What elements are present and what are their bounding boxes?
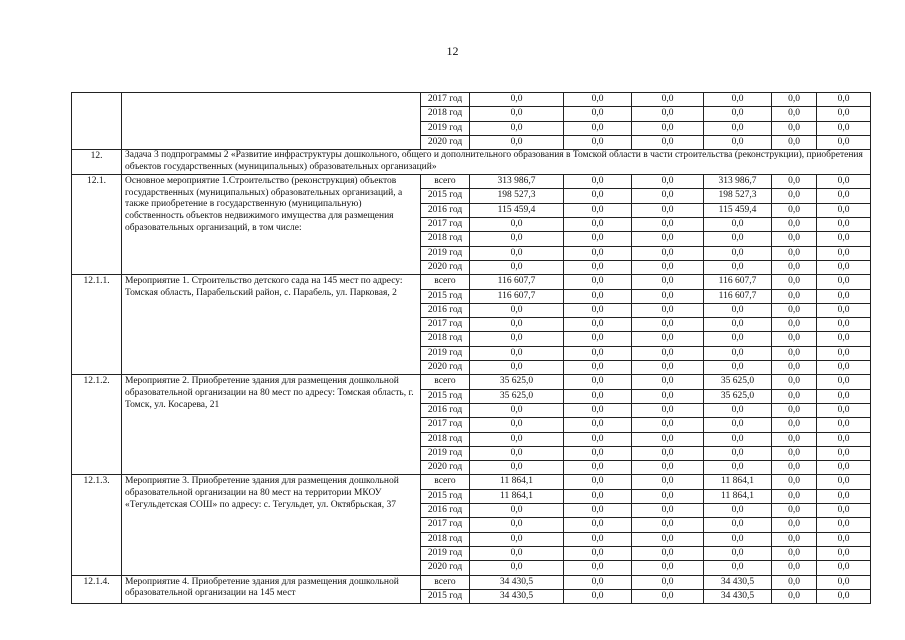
value-cell: 0,0: [470, 135, 564, 149]
value-cell: 0,0: [632, 561, 704, 575]
value-cell: 0,0: [772, 175, 817, 189]
value-cell: 0,0: [470, 318, 564, 332]
value-cell: 0,0: [564, 489, 632, 503]
value-cell: 0,0: [564, 575, 632, 589]
value-cell: 0,0: [772, 518, 817, 532]
value-cell: 0,0: [632, 318, 704, 332]
value-cell: 0,0: [564, 93, 632, 107]
period-cell: 2018 год: [421, 332, 470, 346]
table-row: [72, 175, 871, 189]
period-cell: всего: [421, 175, 470, 189]
value-cell: 35 625,0: [704, 375, 772, 389]
value-cell: 0,0: [632, 121, 704, 135]
value-cell: 0,0: [817, 518, 871, 532]
value-cell: 0,0: [704, 561, 772, 575]
item-number: 12.1.3.: [72, 475, 122, 575]
period-cell: 2020 год: [421, 461, 470, 475]
period-cell: 2015 год: [421, 589, 470, 603]
value-cell: 0,0: [817, 332, 871, 346]
value-cell: 0,0: [632, 518, 704, 532]
value-cell: 0,0: [564, 532, 632, 546]
value-cell: 0,0: [772, 403, 817, 417]
value-cell: 0,0: [564, 518, 632, 532]
value-cell: 11 864,1: [704, 489, 772, 503]
value-cell: 0,0: [817, 361, 871, 375]
value-cell: 313 986,7: [704, 175, 772, 189]
value-cell: 0,0: [772, 575, 817, 589]
value-cell: 0,0: [772, 589, 817, 603]
value-cell: 0,0: [817, 175, 871, 189]
value-cell: 0,0: [704, 532, 772, 546]
period-cell: 2018 год: [421, 532, 470, 546]
value-cell: 0,0: [632, 489, 704, 503]
value-cell: 0,0: [817, 121, 871, 135]
table-row: [72, 93, 871, 107]
item-number: 12.1.: [72, 175, 122, 275]
value-cell: 0,0: [470, 403, 564, 417]
value-cell: 0,0: [772, 446, 817, 460]
value-cell: 0,0: [817, 107, 871, 121]
value-cell: 0,0: [470, 303, 564, 317]
value-cell: 0,0: [564, 289, 632, 303]
value-cell: 0,0: [817, 461, 871, 475]
period-cell: 2015 год: [421, 189, 470, 203]
value-cell: 0,0: [470, 446, 564, 460]
period-cell: 2020 год: [421, 260, 470, 274]
value-cell: 0,0: [817, 561, 871, 575]
value-cell: 0,0: [817, 203, 871, 217]
value-cell: 0,0: [632, 418, 704, 432]
value-cell: 0,0: [772, 260, 817, 274]
value-cell: 0,0: [772, 189, 817, 203]
value-cell: 0,0: [564, 275, 632, 289]
value-cell: 0,0: [817, 446, 871, 460]
value-cell: 0,0: [632, 203, 704, 217]
value-cell: 0,0: [817, 504, 871, 518]
value-cell: 0,0: [632, 232, 704, 246]
value-cell: 0,0: [564, 361, 632, 375]
value-cell: 0,0: [817, 546, 871, 560]
value-cell: 0,0: [632, 361, 704, 375]
period-cell: 2015 год: [421, 489, 470, 503]
value-cell: 0,0: [564, 589, 632, 603]
value-cell: 0,0: [470, 361, 564, 375]
value-cell: 0,0: [704, 246, 772, 260]
value-cell: 0,0: [704, 403, 772, 417]
item-description: Основное мероприятие 1.Строительство (реконструкция) объектов государственных (муниципальных) образовательных организаций, а также приобретение в государственную (муниципальную) собственность объектов недвижимого имущества для размещения образовательных организаций, в том числе:: [122, 175, 421, 275]
value-cell: 0,0: [564, 504, 632, 518]
period-cell: 2019 год: [421, 446, 470, 460]
value-cell: 0,0: [817, 303, 871, 317]
period-cell: всего: [421, 475, 470, 489]
value-cell: 0,0: [470, 532, 564, 546]
value-cell: 0,0: [704, 432, 772, 446]
value-cell: 0,0: [632, 475, 704, 489]
value-cell: 0,0: [772, 389, 817, 403]
item-description: Мероприятие 1. Строительство детского сада на 145 мест по адресу: Томская область, Парабельский район, с. Парабель, ул. Парковая, 2: [122, 275, 421, 375]
period-cell: 2016 год: [421, 203, 470, 217]
value-cell: 0,0: [704, 518, 772, 532]
value-cell: 0,0: [632, 575, 704, 589]
value-cell: 0,0: [564, 346, 632, 360]
value-cell: 0,0: [772, 107, 817, 121]
value-cell: 0,0: [704, 446, 772, 460]
value-cell: 0,0: [632, 375, 704, 389]
value-cell: 0,0: [704, 232, 772, 246]
value-cell: 0,0: [470, 418, 564, 432]
item-number: 12.1.2.: [72, 375, 122, 475]
value-cell: 0,0: [772, 218, 817, 232]
period-cell: 2019 год: [421, 546, 470, 560]
value-cell: 0,0: [817, 135, 871, 149]
value-cell: 0,0: [564, 260, 632, 274]
period-cell: 2019 год: [421, 246, 470, 260]
value-cell: 0,0: [704, 303, 772, 317]
value-cell: 0,0: [772, 318, 817, 332]
value-cell: 0,0: [772, 504, 817, 518]
period-cell: всего: [421, 575, 470, 589]
value-cell: 0,0: [470, 232, 564, 246]
value-cell: 0,0: [470, 546, 564, 560]
value-cell: 0,0: [817, 403, 871, 417]
item-description: Мероприятие 3. Приобретение здания для размещения дошкольной образовательной организации на 80 мест на территории МКОУ «Тегульдетская СОШ» по адресу: с. Тегульдет, ул. Октябрьская, 37: [122, 475, 421, 575]
value-cell: 0,0: [632, 546, 704, 560]
value-cell: 0,0: [817, 432, 871, 446]
value-cell: 0,0: [772, 375, 817, 389]
value-cell: 34 430,5: [704, 575, 772, 589]
value-cell: 0,0: [470, 107, 564, 121]
value-cell: 0,0: [470, 461, 564, 475]
value-cell: 0,0: [817, 275, 871, 289]
value-cell: 0,0: [772, 275, 817, 289]
item-description: [122, 93, 421, 150]
period-cell: 2019 год: [421, 121, 470, 135]
value-cell: 0,0: [704, 461, 772, 475]
value-cell: 0,0: [470, 332, 564, 346]
value-cell: 0,0: [704, 546, 772, 560]
value-cell: 0,0: [704, 332, 772, 346]
value-cell: 0,0: [704, 121, 772, 135]
value-cell: 115 459,4: [704, 203, 772, 217]
value-cell: 0,0: [632, 303, 704, 317]
period-cell: 2020 год: [421, 135, 470, 149]
value-cell: 0,0: [632, 461, 704, 475]
item-description: Мероприятие 2. Приобретение здания для размещения дошкольной образовательной организации на 80 мест по адресу: Томская область, г. Томск, ул. Косарева, 21: [122, 375, 421, 475]
value-cell: 0,0: [817, 93, 871, 107]
value-cell: 0,0: [817, 246, 871, 260]
period-cell: 2018 год: [421, 232, 470, 246]
value-cell: 0,0: [772, 361, 817, 375]
value-cell: 0,0: [632, 135, 704, 149]
value-cell: 0,0: [564, 135, 632, 149]
value-cell: 0,0: [632, 260, 704, 274]
value-cell: 0,0: [564, 203, 632, 217]
value-cell: 0,0: [564, 475, 632, 489]
value-cell: 0,0: [632, 504, 704, 518]
value-cell: 0,0: [772, 346, 817, 360]
value-cell: 0,0: [564, 375, 632, 389]
value-cell: 35 625,0: [470, 375, 564, 389]
item-description: Мероприятие 4. Приобретение здания для размещения дошкольной образовательной организации на 145 мест: [122, 575, 421, 604]
value-cell: 0,0: [564, 232, 632, 246]
value-cell: 0,0: [632, 175, 704, 189]
value-cell: 0,0: [704, 260, 772, 274]
task-number: 12.: [72, 150, 122, 175]
value-cell: 0,0: [704, 361, 772, 375]
value-cell: 0,0: [772, 246, 817, 260]
period-cell: 2019 год: [421, 346, 470, 360]
value-cell: 116 607,7: [704, 275, 772, 289]
value-cell: 0,0: [470, 260, 564, 274]
table-row: [72, 575, 871, 589]
value-cell: 0,0: [772, 489, 817, 503]
value-cell: 0,0: [817, 232, 871, 246]
value-cell: 11 864,1: [704, 475, 772, 489]
value-cell: 0,0: [470, 346, 564, 360]
value-cell: 0,0: [772, 289, 817, 303]
value-cell: 0,0: [564, 561, 632, 575]
value-cell: 34 430,5: [470, 589, 564, 603]
period-cell: 2017 год: [421, 518, 470, 532]
value-cell: 0,0: [470, 246, 564, 260]
value-cell: 0,0: [632, 275, 704, 289]
value-cell: 0,0: [632, 189, 704, 203]
value-cell: 0,0: [817, 260, 871, 274]
value-cell: 0,0: [564, 303, 632, 317]
period-cell: 2016 год: [421, 403, 470, 417]
value-cell: 0,0: [470, 561, 564, 575]
value-cell: 313 986,7: [470, 175, 564, 189]
value-cell: 0,0: [704, 346, 772, 360]
value-cell: 0,0: [772, 332, 817, 346]
value-cell: 0,0: [817, 189, 871, 203]
value-cell: 0,0: [470, 432, 564, 446]
value-cell: 0,0: [564, 246, 632, 260]
value-cell: 0,0: [772, 532, 817, 546]
period-cell: 2017 год: [421, 418, 470, 432]
period-cell: 2016 год: [421, 504, 470, 518]
value-cell: 0,0: [817, 475, 871, 489]
period-cell: 2018 год: [421, 107, 470, 121]
value-cell: 0,0: [632, 332, 704, 346]
item-number: 12.1.1.: [72, 275, 122, 375]
value-cell: 0,0: [704, 107, 772, 121]
value-cell: 0,0: [632, 289, 704, 303]
value-cell: 0,0: [632, 246, 704, 260]
period-cell: 2018 год: [421, 432, 470, 446]
page-number: 12: [446, 44, 459, 58]
value-cell: 0,0: [632, 218, 704, 232]
value-cell: 0,0: [564, 175, 632, 189]
value-cell: 0,0: [632, 346, 704, 360]
value-cell: 0,0: [632, 389, 704, 403]
value-cell: 0,0: [772, 203, 817, 217]
value-cell: 0,0: [772, 121, 817, 135]
value-cell: 0,0: [817, 575, 871, 589]
value-cell: 0,0: [704, 218, 772, 232]
period-cell: 2020 год: [421, 561, 470, 575]
value-cell: 116 607,7: [470, 289, 564, 303]
value-cell: 0,0: [704, 93, 772, 107]
value-cell: 0,0: [772, 303, 817, 317]
value-cell: 0,0: [564, 332, 632, 346]
value-cell: 0,0: [817, 589, 871, 603]
value-cell: 0,0: [772, 432, 817, 446]
value-cell: 0,0: [772, 93, 817, 107]
value-cell: 0,0: [817, 375, 871, 389]
value-cell: 0,0: [564, 121, 632, 135]
task-title: Задача 3 подпрограммы 2 «Развитие инфраструктуры дошкольного, общего и дополнительного образования в Томской области в части строительства (реконструкции), приобретения объектов государственных (муниципальных) образовательных организаций»: [122, 150, 871, 175]
period-cell: 2016 год: [421, 303, 470, 317]
value-cell: 0,0: [564, 403, 632, 417]
value-cell: 0,0: [817, 346, 871, 360]
value-cell: 0,0: [564, 389, 632, 403]
value-cell: 0,0: [632, 589, 704, 603]
value-cell: 0,0: [704, 318, 772, 332]
value-cell: 0,0: [632, 446, 704, 460]
budget-table: [71, 92, 871, 604]
period-cell: 2017 год: [421, 93, 470, 107]
value-cell: 35 625,0: [704, 389, 772, 403]
value-cell: 198 527,3: [470, 189, 564, 203]
value-cell: 0,0: [632, 93, 704, 107]
value-cell: 0,0: [772, 546, 817, 560]
value-cell: 0,0: [817, 318, 871, 332]
value-cell: 0,0: [470, 121, 564, 135]
table-row: [72, 375, 871, 389]
item-number: [72, 93, 122, 150]
period-cell: 2015 год: [421, 289, 470, 303]
value-cell: 0,0: [632, 107, 704, 121]
value-cell: 0,0: [564, 218, 632, 232]
value-cell: 34 430,5: [704, 589, 772, 603]
value-cell: 0,0: [772, 461, 817, 475]
value-cell: 0,0: [632, 532, 704, 546]
table-row: [72, 475, 871, 489]
value-cell: 0,0: [564, 546, 632, 560]
value-cell: 35 625,0: [470, 389, 564, 403]
value-cell: 116 607,7: [704, 289, 772, 303]
value-cell: 0,0: [704, 135, 772, 149]
value-cell: 0,0: [470, 504, 564, 518]
value-cell: 0,0: [772, 232, 817, 246]
period-cell: всего: [421, 275, 470, 289]
period-cell: 2017 год: [421, 318, 470, 332]
value-cell: 0,0: [632, 432, 704, 446]
value-cell: 0,0: [817, 418, 871, 432]
value-cell: 0,0: [564, 189, 632, 203]
value-cell: 0,0: [564, 107, 632, 121]
period-cell: 2017 год: [421, 218, 470, 232]
value-cell: 0,0: [564, 418, 632, 432]
value-cell: 0,0: [564, 318, 632, 332]
value-cell: 0,0: [704, 504, 772, 518]
value-cell: 0,0: [470, 93, 564, 107]
period-cell: всего: [421, 375, 470, 389]
value-cell: 0,0: [817, 218, 871, 232]
value-cell: 0,0: [772, 135, 817, 149]
period-cell: 2015 год: [421, 389, 470, 403]
value-cell: 34 430,5: [470, 575, 564, 589]
value-cell: 11 864,1: [470, 475, 564, 489]
value-cell: 0,0: [817, 389, 871, 403]
value-cell: 0,0: [817, 532, 871, 546]
value-cell: 0,0: [817, 489, 871, 503]
value-cell: 116 607,7: [470, 275, 564, 289]
item-number: 12.1.4.: [72, 575, 122, 604]
value-cell: 0,0: [772, 561, 817, 575]
table-row: [72, 275, 871, 289]
value-cell: 11 864,1: [470, 489, 564, 503]
value-cell: 0,0: [817, 289, 871, 303]
value-cell: 115 459,4: [470, 203, 564, 217]
value-cell: 0,0: [564, 432, 632, 446]
value-cell: 0,0: [564, 461, 632, 475]
value-cell: 0,0: [470, 218, 564, 232]
period-cell: 2020 год: [421, 361, 470, 375]
value-cell: 0,0: [470, 518, 564, 532]
value-cell: 198 527,3: [704, 189, 772, 203]
value-cell: 0,0: [772, 418, 817, 432]
task-row: [72, 150, 871, 175]
value-cell: 0,0: [704, 418, 772, 432]
value-cell: 0,0: [564, 446, 632, 460]
value-cell: 0,0: [632, 403, 704, 417]
value-cell: 0,0: [772, 475, 817, 489]
